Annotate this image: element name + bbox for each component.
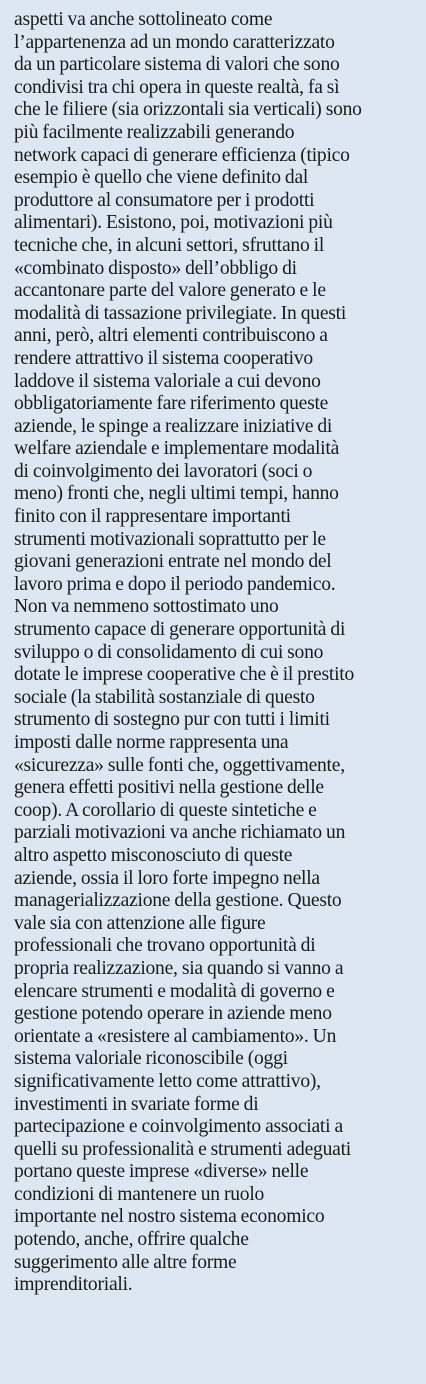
text-line: obbligatoriamente fare riferimento queste (14, 393, 329, 415)
text-line: lavoro prima e dopo il periodo pandemico. (14, 573, 336, 595)
text-line: da un particolare sistema di valori che sono (14, 54, 340, 76)
text-line: «sicurezza» sulle fonti che, oggettivamente, (14, 754, 345, 776)
text-line: accantonare parte del valore generato e le (14, 280, 326, 302)
text-line: meno) fronti che, negli ultimi tempi, hanno (14, 483, 339, 505)
text-line: orientate a «resistere al cambiamento». Un (14, 1025, 337, 1047)
text-line: investimenti in svariate forme di (14, 1093, 259, 1115)
text-line: rendere attrattivo il sistema cooperativo (14, 347, 313, 369)
text-line: elencare strumenti e modalità di governo e (14, 980, 335, 1002)
text-line: più facilmente realizzabili generando (14, 121, 295, 143)
text-line: anni, però, altri elementi contribuiscono a (14, 325, 328, 347)
text-line: altro aspetto misconosciuto di queste (14, 844, 293, 866)
text-line: produttore al consumatore per i prodotti (14, 189, 315, 211)
text-line: coop). A corollario di queste sintetiche e (14, 799, 317, 821)
text-line: professionali che trovano opportunità di (14, 935, 316, 957)
text-line: network capaci di generare efficienza (tipico (14, 144, 350, 166)
text-line: di coinvolgimento dei lavoratori (soci o (14, 460, 313, 482)
text-line: strumento di sostegno pur con tutti i limiti (14, 709, 330, 731)
text-line: genera effetti positivi nella gestione delle (14, 777, 324, 799)
text-line: quelli su professionalità e strumenti adeguati (14, 1138, 351, 1160)
text-line: «combinato disposto» dell’obbligo di (14, 257, 297, 279)
text-line: strumenti motivazionali soprattutto per le (14, 528, 326, 550)
text-line: managerializzazione della gestione. Questo (14, 890, 342, 912)
text-line: l’appartenenza ad un mondo caratterizzato (14, 31, 335, 53)
text-line: aziende, ossia il loro forte impegno nella (14, 867, 320, 889)
text-line: dotate le imprese cooperative che è il prestito (14, 664, 355, 686)
text-line: esempio è quello che viene definito dal (14, 167, 309, 189)
text-line: alimentari). Esistono, poi, motivazioni più (14, 212, 333, 234)
text-line: gestione potendo operare in aziende meno (14, 1003, 332, 1025)
text-line: tecniche che, in alcuni settori, sfruttano il (14, 234, 325, 256)
text-line: imposti dalle norme rappresenta una (14, 732, 289, 753)
text-line: importante nel nostro sistema economico (14, 1206, 325, 1228)
text-line: strumento capace di generare opportunità di (14, 619, 346, 641)
text-line: condizioni di mantenere un ruolo (14, 1183, 265, 1205)
text-line: condivisi tra chi opera in queste realtà, fa sì (14, 76, 340, 98)
text-line: portano queste imprese «diverse» nelle (14, 1161, 309, 1183)
text-line: aziende, le spinge a realizzare iniziative di (14, 415, 333, 437)
text-line: laddove il sistema valoriale a cui devono (14, 370, 321, 392)
text-line: aspetti va anche sottolineato come (14, 9, 273, 30)
text-line: modalità di tassazione privilegiate. In questi (14, 302, 347, 324)
text-line: partecipazione e coinvolgimento associati a (14, 1116, 343, 1138)
text-line: sviluppo o di consolidamento di cui sono (14, 641, 324, 663)
text-line: significativamente letto come attrattivo), (14, 1070, 321, 1092)
text-line: vale sia con attenzione alle figure (14, 912, 266, 934)
text-line: sistema valoriale riconoscibile (oggi (14, 1048, 288, 1070)
text-line: propria realizzazione, sia quando si vanno a (14, 957, 344, 979)
text-line: parziali motivazioni va anche richiamato un (14, 822, 346, 844)
text-line: imprenditoriali. (14, 1274, 133, 1296)
article-body-text (14, 9, 418, 1297)
text-line: potendo, anche, offrire qualche (14, 1229, 249, 1251)
text-line: finito con il rappresentare importanti (14, 506, 291, 528)
text-line: giovani generazioni entrate nel mondo del (14, 551, 332, 573)
text-line: sociale (la stabilità sostanziale di questo (14, 686, 315, 708)
text-line: che le filiere (sia orizzontali sia verticali) sono (14, 99, 362, 121)
text-line: Non va nemmeno sottostimato uno (14, 596, 279, 618)
text-line: suggerimento alle altre forme (14, 1251, 237, 1273)
text-line: welfare aziendale e implementare modalità (14, 438, 340, 460)
